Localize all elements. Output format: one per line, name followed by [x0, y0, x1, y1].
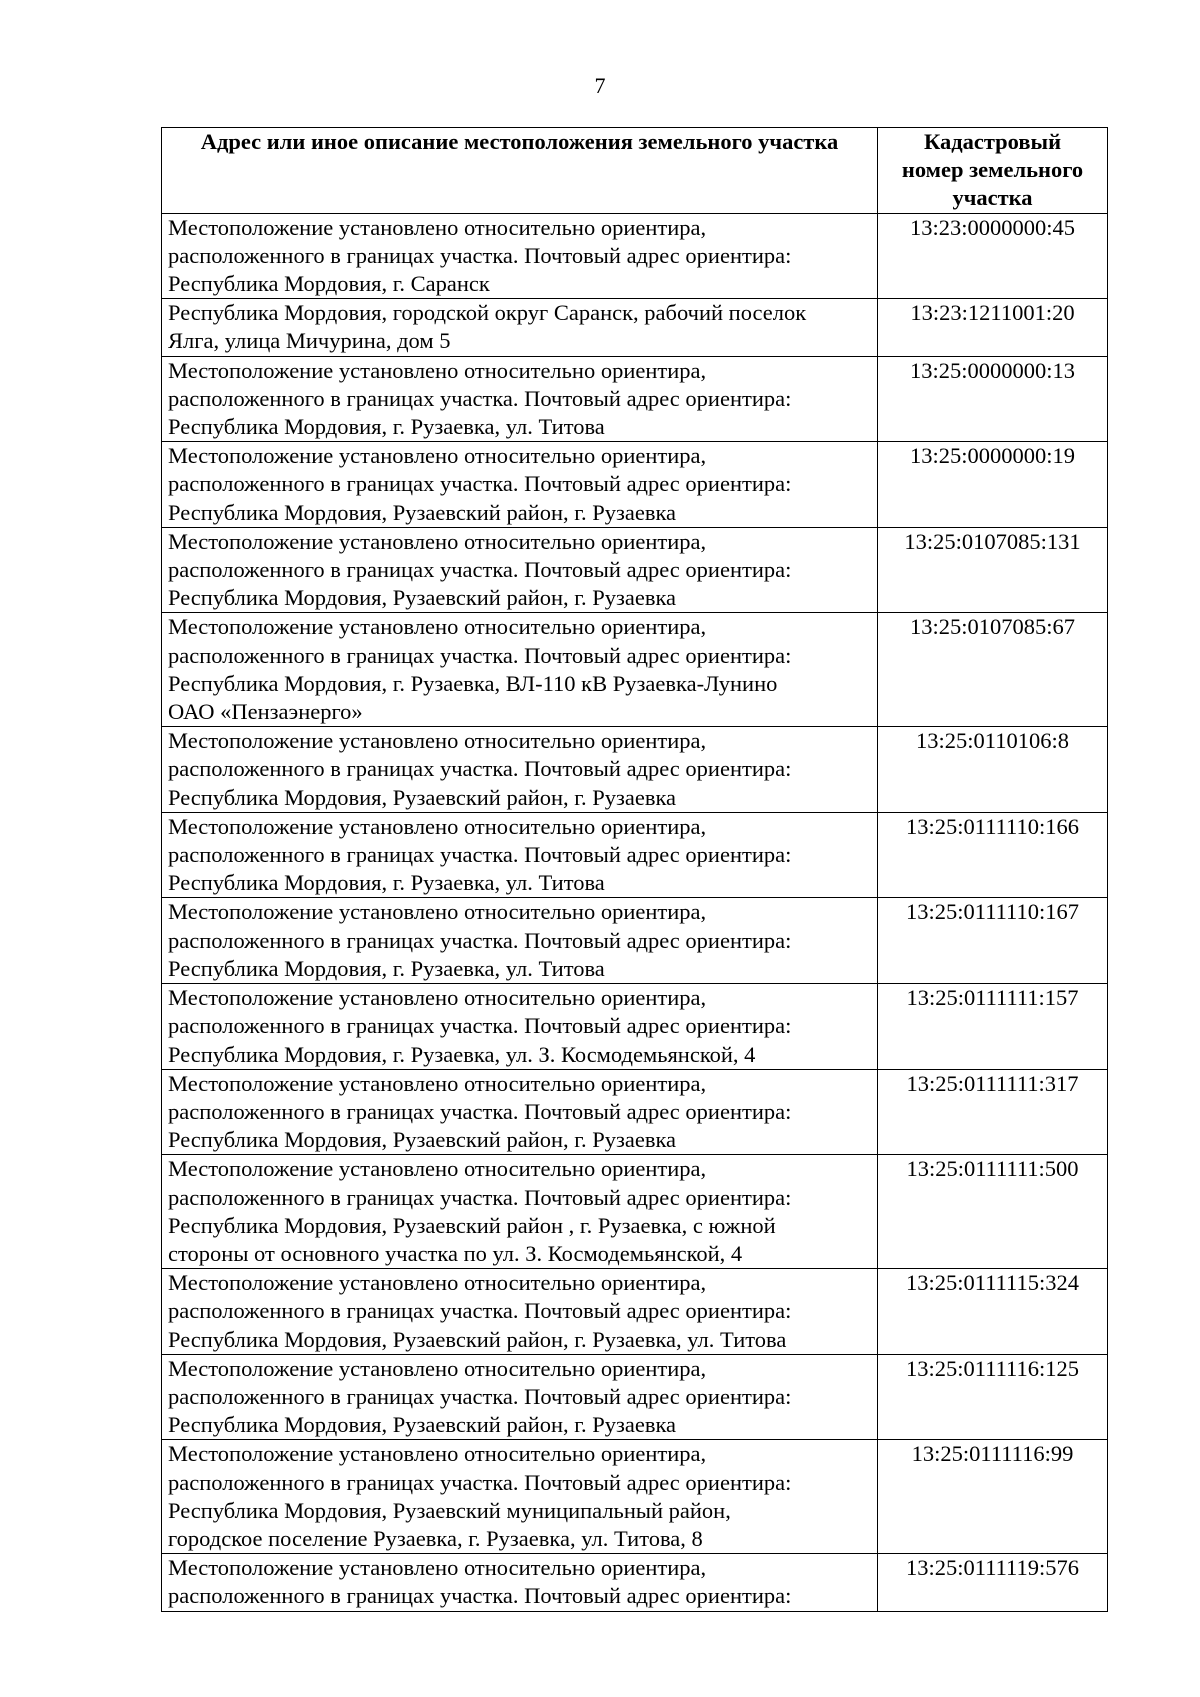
- address-line: Местоположение установлено относительно ориентира,: [168, 1355, 707, 1381]
- land-plots-table: [161, 127, 1108, 1612]
- table-row: [162, 1440, 1108, 1554]
- address-cell: [162, 299, 878, 356]
- address-line: Республика Мордовия, Рузаевский район, г. Рузаевка: [168, 499, 677, 525]
- cadastral-number-cell: 13:25:0107085:67: [878, 613, 1108, 727]
- address-line: расположенного в границах участка. Почтовый адрес ориентира:: [168, 1583, 792, 1609]
- table-row: [162, 727, 1108, 813]
- address-cell: [162, 1554, 878, 1611]
- cadastral-number-cell: 13:25:0000000:13: [878, 356, 1108, 442]
- table-row: [162, 356, 1108, 442]
- address-line: Республика Мордовия, г. Рузаевка, ул. Титова: [168, 870, 605, 896]
- address-line: Местоположение установлено относительно ориентира,: [168, 443, 707, 469]
- cadastral-number-cell: 13:25:0111110:167: [878, 898, 1108, 984]
- cadastral-number-cell: 13:25:0000000:19: [878, 442, 1108, 528]
- address-line: Республика Мордовия, Рузаевский район, г. Рузаевка: [168, 1127, 677, 1153]
- table-row: [162, 898, 1108, 984]
- address-line: расположенного в границах участка. Почтовый адрес ориентира:: [168, 385, 792, 411]
- address-line: расположенного в границах участка. Почтовый адрес ориентира:: [168, 1298, 792, 1324]
- address-cell: [162, 1354, 878, 1440]
- address-line: Местоположение установлено относительно ориентира,: [168, 357, 707, 383]
- address-line: городское поселение Рузаевка, г. Рузаевка, ул. Титова, 8: [168, 1525, 703, 1551]
- address-cell: [162, 613, 878, 727]
- address-line: Республика Мордовия, Рузаевский район, г. Рузаевка: [168, 784, 677, 810]
- address-cell: [162, 356, 878, 442]
- table-row: [162, 1155, 1108, 1269]
- header-cadastral-line: номер земельного: [901, 157, 1084, 183]
- address-line: Республика Мордовия, Рузаевский район , г. Рузаевка, с южной: [168, 1212, 776, 1238]
- address-cell: [162, 213, 878, 299]
- address-cell: [162, 727, 878, 813]
- address-line: Республика Мордовия, Рузаевский район, г. Рузаевка, ул. Титова: [168, 1326, 787, 1352]
- address-cell: [162, 812, 878, 898]
- address-cell: [162, 1269, 878, 1355]
- address-cell: [162, 898, 878, 984]
- address-line: Местоположение установлено относительно ориентира,: [168, 985, 707, 1011]
- cadastral-number-cell: 13:25:0111111:500: [878, 1155, 1108, 1269]
- address-line: Местоположение установлено относительно ориентира,: [168, 1156, 707, 1182]
- address-cell: [162, 1069, 878, 1155]
- cadastral-number-cell: 13:25:0111111:317: [878, 1069, 1108, 1155]
- header-cadastral-line: Кадастровый: [923, 129, 1062, 154]
- table-row: [162, 1554, 1108, 1611]
- table-row: [162, 1354, 1108, 1440]
- address-line: Местоположение установлено относительно ориентира,: [168, 614, 707, 640]
- table-row: [162, 527, 1108, 613]
- address-line: Местоположение установлено относительно ориентира,: [168, 214, 707, 240]
- table-body: [162, 213, 1108, 1611]
- address-line: Ялга, улица Мичурина, дом 5: [168, 328, 451, 354]
- address-line: расположенного в границах участка. Почтовый адрес ориентира:: [168, 756, 792, 782]
- address-line: Местоположение установлено относительно ориентира,: [168, 1441, 707, 1467]
- address-line: расположенного в границах участка. Почтовый адрес ориентира:: [168, 1469, 792, 1495]
- header-cadastral-line: участка: [952, 185, 1033, 211]
- address-cell: [162, 1440, 878, 1554]
- cadastral-number-cell: 13:25:0111111:157: [878, 984, 1108, 1070]
- address-line: Республика Мордовия, г. Саранск: [168, 271, 490, 297]
- table-row: [162, 1069, 1108, 1155]
- address-line: расположенного в границах участка. Почтовый адрес ориентира:: [168, 242, 792, 268]
- address-line: расположенного в границах участка. Почтовый адрес ориентира:: [168, 1098, 792, 1124]
- address-line: Местоположение установлено относительно ориентира,: [168, 1270, 707, 1296]
- table-row: [162, 1269, 1108, 1355]
- address-line: расположенного в границах участка. Почтовый адрес ориентира:: [168, 471, 792, 497]
- address-line: Местоположение установлено относительно ориентира,: [168, 1555, 707, 1581]
- table-row: [162, 299, 1108, 356]
- address-line: Республика Мордовия, г. Рузаевка, ул. Титова: [168, 955, 605, 981]
- cadastral-number-cell: 13:25:0110106:8: [878, 727, 1108, 813]
- cadastral-number-cell: 13:23:0000000:45: [878, 213, 1108, 299]
- address-line: расположенного в границах участка. Почтовый адрес ориентира:: [168, 557, 792, 583]
- address-line: Республика Мордовия, Рузаевский район, г. Рузаевка: [168, 585, 677, 611]
- address-line: Местоположение установлено относительно ориентира,: [168, 528, 707, 554]
- header-address: [162, 128, 878, 214]
- table-row: [162, 984, 1108, 1070]
- address-cell: [162, 984, 878, 1070]
- page-number: 7: [594, 73, 606, 98]
- cadastral-number-cell: 13:25:0111116:99: [878, 1440, 1108, 1554]
- address-line: Республика Мордовия, г. Рузаевка, ул. Титова: [168, 414, 605, 440]
- table-row: [162, 213, 1108, 299]
- address-line: Местоположение установлено относительно ориентира,: [168, 728, 707, 754]
- address-line: расположенного в границах участка. Почтовый адрес ориентира:: [168, 642, 792, 668]
- address-line: расположенного в границах участка. Почтовый адрес ориентира:: [168, 1383, 792, 1409]
- address-cell: [162, 527, 878, 613]
- table-row: [162, 442, 1108, 528]
- cadastral-number-cell: 13:25:0111115:324: [878, 1269, 1108, 1355]
- table-header-row: [162, 128, 1108, 214]
- address-line: Республика Мордовия, городской округ Саранск, рабочий поселок: [168, 300, 807, 326]
- cadastral-number-cell: 13:25:0111110:166: [878, 812, 1108, 898]
- header-address-text: Адрес или иное описание местоположения земельного участка: [200, 129, 839, 154]
- address-line: Республика Мордовия, Рузаевский район, г. Рузаевка: [168, 1412, 677, 1438]
- address-line: расположенного в границах участка. Почтовый адрес ориентира:: [168, 842, 792, 868]
- address-cell: [162, 442, 878, 528]
- address-line: Республика Мордовия, г. Рузаевка, ул. З. Космодемьянской, 4: [168, 1041, 756, 1067]
- address-cell: [162, 1155, 878, 1269]
- table-row: [162, 812, 1108, 898]
- cadastral-number-cell: 13:23:1211001:20: [878, 299, 1108, 356]
- header-cadastral: [878, 128, 1108, 214]
- address-line: Местоположение установлено относительно ориентира,: [168, 1070, 707, 1096]
- address-line: Республика Мордовия, Рузаевский муниципальный район,: [168, 1497, 731, 1523]
- address-line: ОАО «Пензаэнерго»: [168, 699, 363, 725]
- cadastral-number-cell: 13:25:0111116:125: [878, 1354, 1108, 1440]
- address-line: Местоположение установлено относительно ориентира,: [168, 899, 707, 925]
- table-row: [162, 613, 1108, 727]
- cadastral-number-cell: 13:25:0107085:131: [878, 527, 1108, 613]
- address-line: расположенного в границах участка. Почтовый адрес ориентира:: [168, 927, 792, 953]
- address-line: Местоположение установлено относительно ориентира,: [168, 813, 707, 839]
- address-line: расположенного в границах участка. Почтовый адрес ориентира:: [168, 1184, 792, 1210]
- address-line: Республика Мордовия, г. Рузаевка, ВЛ-110 кВ Рузаевка-Лунино: [168, 670, 778, 696]
- address-line: расположенного в границах участка. Почтовый адрес ориентира:: [168, 1013, 792, 1039]
- address-line: стороны от основного участка по ул. З. Космодемьянской, 4: [168, 1240, 743, 1266]
- cadastral-number-cell: 13:25:0111119:576: [878, 1554, 1108, 1611]
